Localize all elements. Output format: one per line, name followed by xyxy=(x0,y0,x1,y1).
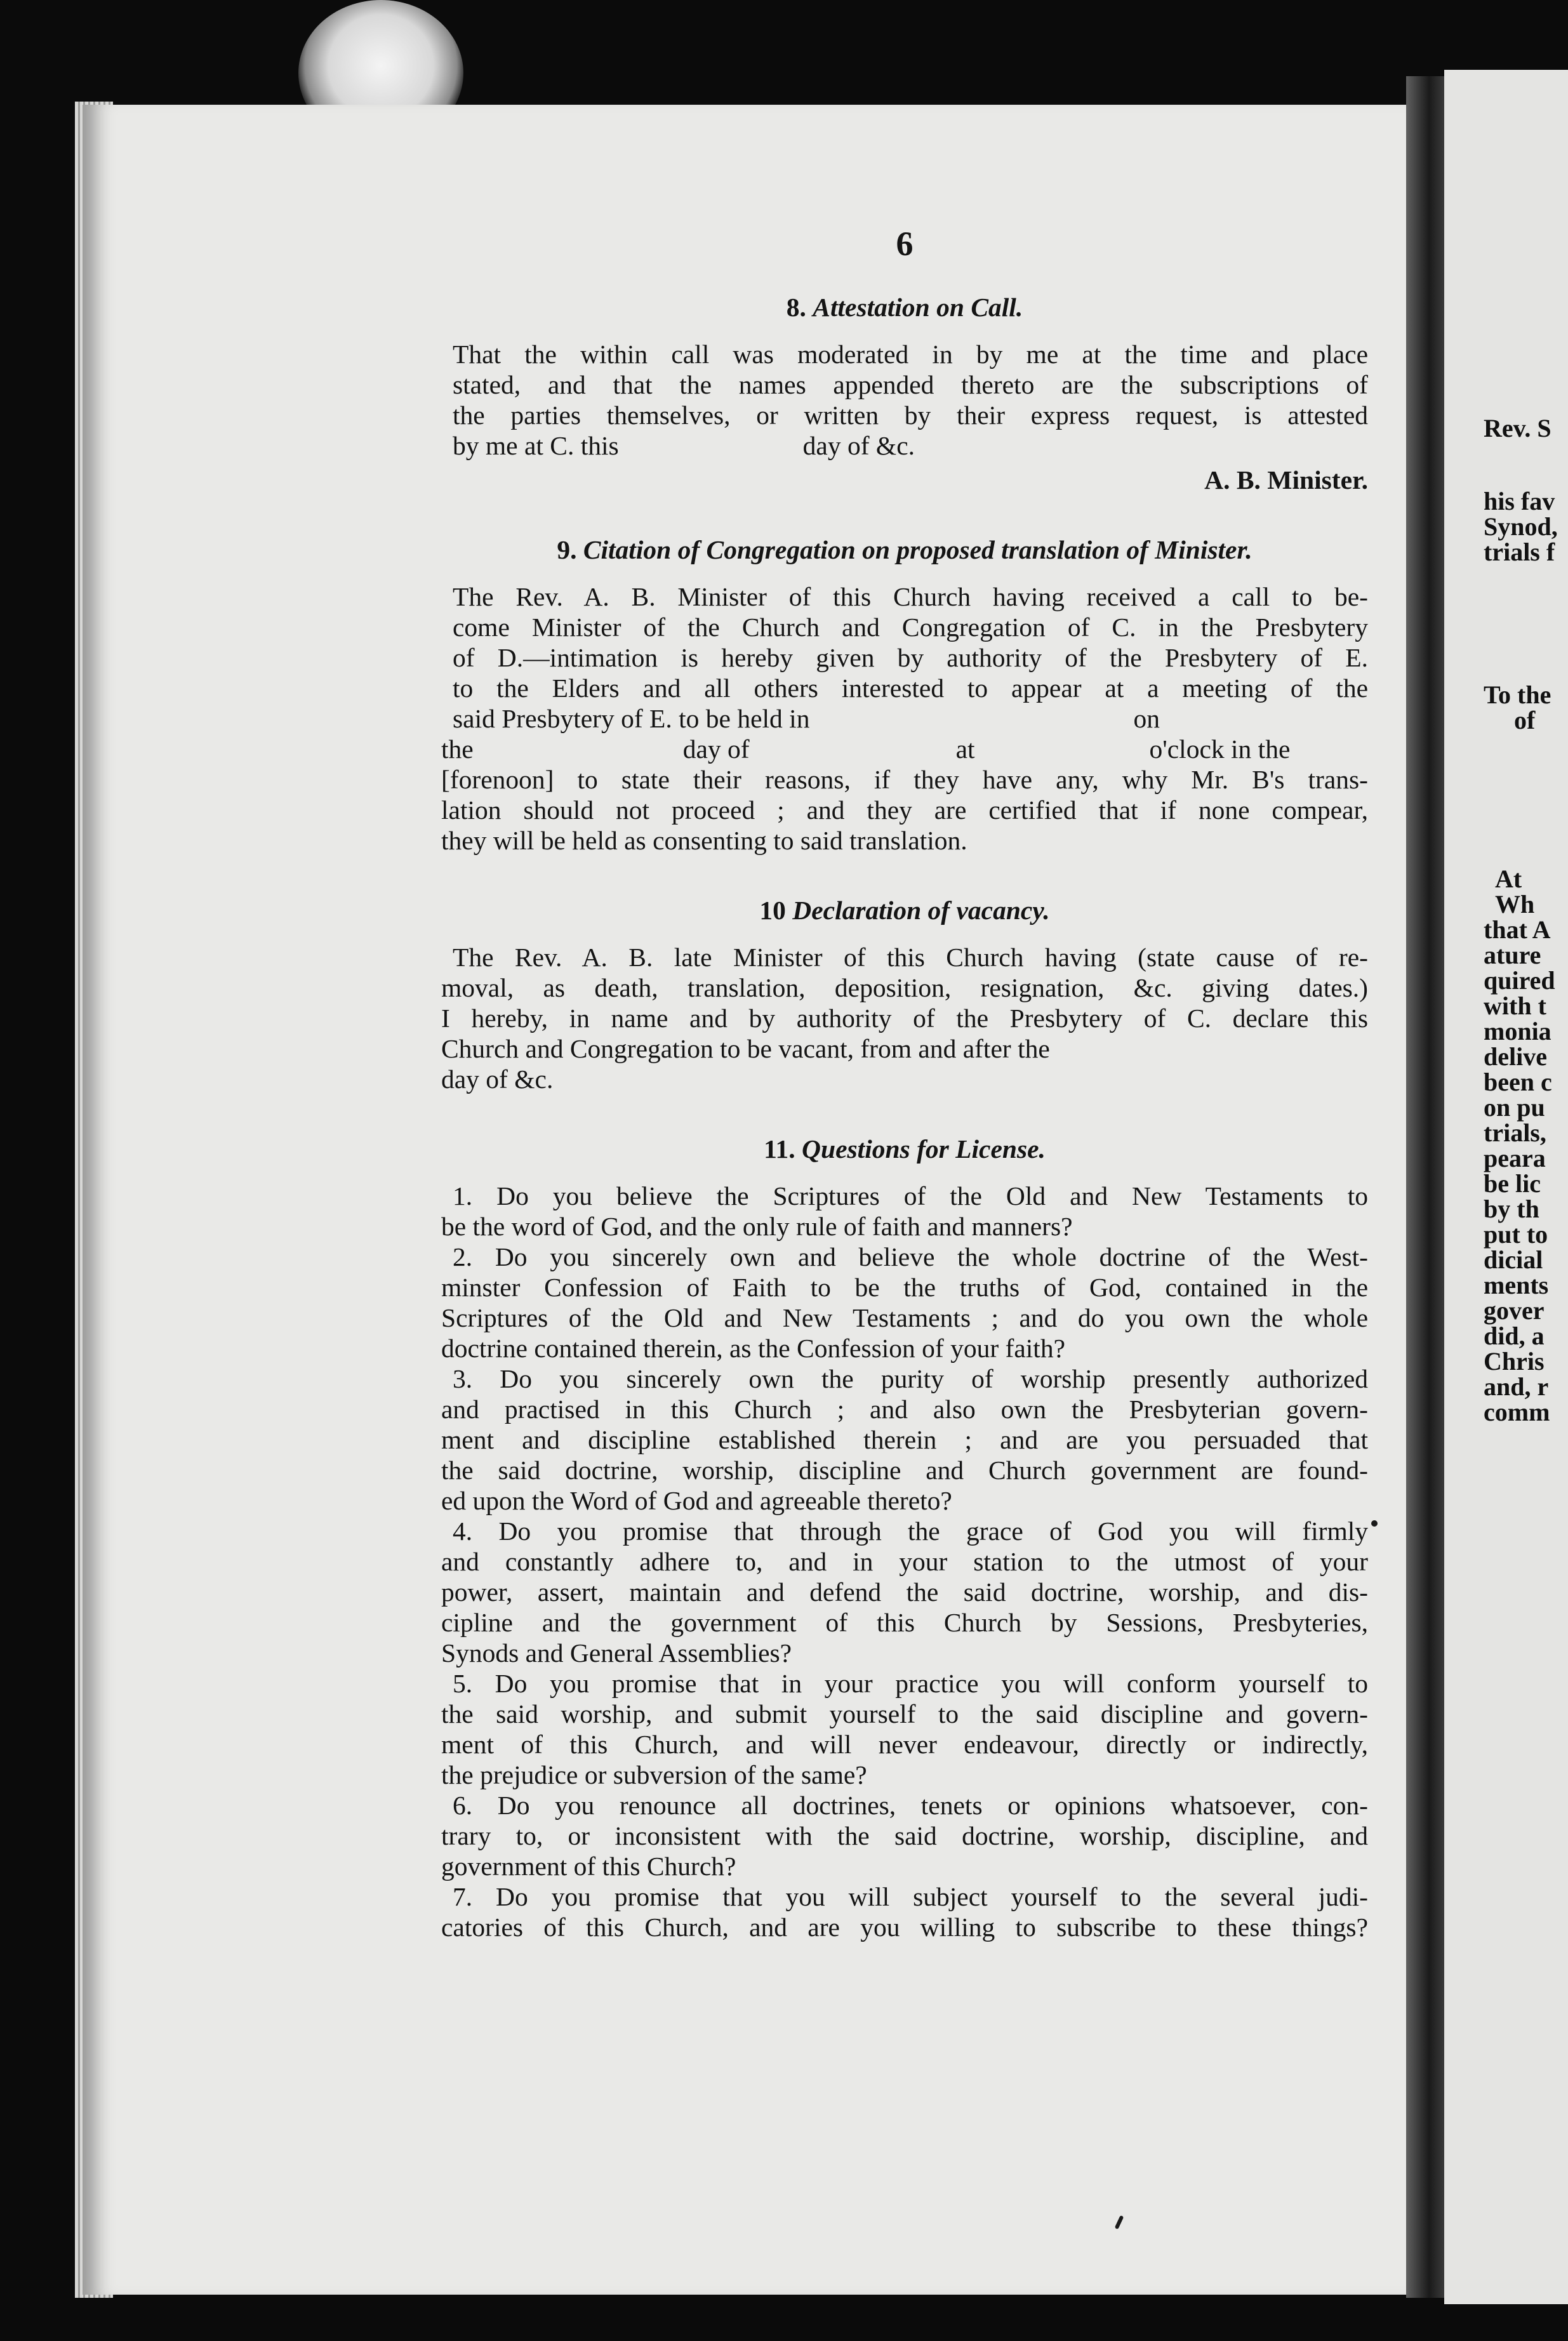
facing-fragment: on pu xyxy=(1484,1093,1545,1122)
section-declaration-of-vacancy xyxy=(441,895,1368,1094)
text-line: That the within call was moderated in by me at the time and place xyxy=(453,340,1368,369)
text-line: 5. Do you promise that in your practice you will conform yourself to xyxy=(453,1669,1368,1698)
facing-fragment: did, a xyxy=(1484,1322,1545,1350)
text-line: I hereby, in name and by authority of the Presbytery of C. declare this xyxy=(441,1004,1368,1033)
question-7 xyxy=(441,1881,1368,1942)
page-content xyxy=(441,225,1368,1982)
text-fragment: day of &c. xyxy=(802,431,915,460)
section-body xyxy=(441,942,1368,1094)
text-line: ment of this Church, and will never endeavour, directly or indirectly, xyxy=(441,1730,1368,1759)
text-line: The Rev. A. B. Minister of this Church having received a call to be- xyxy=(453,582,1368,611)
section-heading xyxy=(441,1134,1368,1164)
text-line: to the Elders and all others interested to appear at a meeting of the xyxy=(453,673,1368,703)
text-line: Church and Congregation to be vacant, from and after the xyxy=(441,1034,1050,1063)
text-line: power, assert, maintain and defend the said doctrine, worship, and dis- xyxy=(441,1577,1368,1607)
facing-fragment: and, r xyxy=(1484,1372,1549,1401)
text-line: ment and discipline established therein ; and are you persuaded that xyxy=(441,1425,1368,1454)
section-title: Citation of Congregation on proposed translation of Minister. xyxy=(583,535,1252,564)
section-number: 11. xyxy=(764,1134,795,1164)
section-body xyxy=(441,581,1368,856)
text-fragment: said Presbytery of E. to be held in xyxy=(453,704,810,733)
section-body xyxy=(441,339,1368,461)
text-line: they will be held as consenting to said translation. xyxy=(441,826,967,855)
facing-fragment: Wh xyxy=(1495,890,1535,918)
facing-fragment: Rev. S xyxy=(1484,414,1551,442)
section-number: 8. xyxy=(786,293,806,322)
section-title: Declaration of vacancy. xyxy=(792,896,1050,925)
signature: A. B. Minister. xyxy=(1204,465,1368,494)
text-line: be the word of God, and the only rule of faith and manners? xyxy=(441,1212,1073,1241)
text-line: government of this Church? xyxy=(441,1852,736,1881)
facing-fragment: by th xyxy=(1484,1195,1539,1223)
ink-speck xyxy=(1371,1520,1378,1527)
text-line: 6. Do you renounce all doctrines, tenets or opinions whatsoever, con- xyxy=(453,1791,1368,1820)
text-line: the said worship, and submit yourself to the said discipline and govern- xyxy=(441,1699,1368,1728)
text-line-with-blanks xyxy=(441,734,1368,764)
text-line: the parties themselves, or written by their express request, is attested xyxy=(453,401,1368,430)
page-number: 6 xyxy=(896,225,914,263)
text-line: cipline and the government of this Church by Sessions, Presbyteries, xyxy=(441,1608,1368,1637)
facing-fragment: monia xyxy=(1484,1017,1551,1045)
facing-fragment: his fav xyxy=(1484,487,1555,515)
text-line: 7. Do you promise that you will subject yourself to the several judi- xyxy=(453,1882,1368,1911)
facing-fragment: Synod, xyxy=(1484,512,1558,541)
text-line: catories of this Church, and are you willing to subscribe to these things? xyxy=(441,1913,1368,1942)
text-line: 2. Do you sincerely own and believe the whole doctrine of the West- xyxy=(453,1242,1368,1271)
text-fragment: by me at C. this xyxy=(453,431,619,460)
facing-fragment: trials, xyxy=(1484,1118,1546,1147)
facing-fragment: be lic xyxy=(1484,1169,1541,1198)
facing-fragment: delive xyxy=(1484,1042,1547,1071)
text-line: 4. Do you promise that through the grace of God you will firmly xyxy=(453,1516,1368,1546)
text-line: the prejudice or subversion of the same? xyxy=(441,1760,867,1789)
question-2 xyxy=(441,1242,1368,1363)
facing-fragment: ature xyxy=(1484,941,1541,969)
text-line: day of &c. xyxy=(441,1064,554,1094)
text-line: 3. Do you sincerely own the purity of worship presently authorized xyxy=(453,1364,1368,1393)
text-line: the said doctrine, worship, discipline and Church government are found- xyxy=(441,1456,1368,1485)
section-citation-of-congregation xyxy=(441,534,1368,856)
text-line: and constantly adhere to, and in your station to the utmost of your xyxy=(441,1547,1368,1576)
text-line: moval, as death, translation, deposition, resignation, &c. giving dates.) xyxy=(441,973,1368,1002)
section-heading xyxy=(441,895,1368,925)
text-fragment: day of xyxy=(682,734,750,764)
section-questions-for-license xyxy=(441,1134,1368,1942)
section-number: 9. xyxy=(557,535,577,564)
text-line: Synods and General Assemblies? xyxy=(441,1638,792,1668)
text-line: 1. Do you believe the Scriptures of the Old and New Testaments to xyxy=(453,1181,1368,1210)
facing-fragment: gover xyxy=(1484,1296,1545,1325)
question-5 xyxy=(441,1668,1368,1790)
question-6 xyxy=(441,1790,1368,1881)
facing-fragment: of xyxy=(1514,706,1536,734)
facing-fragment: dicial xyxy=(1484,1245,1543,1274)
book-gutter xyxy=(1406,76,1444,2298)
question-4 xyxy=(441,1516,1368,1668)
text-line: minster Confession of Faith to be the truths of God, contained in the xyxy=(441,1273,1368,1302)
text-line-with-blank xyxy=(441,703,1368,734)
text-line: The Rev. A. B. late Minister of this Church having (state cause of re- xyxy=(453,943,1368,972)
facing-fragment: quired xyxy=(1484,966,1555,995)
text-line: trary to, or inconsistent with the said doctrine, worship, discipline, and xyxy=(441,1821,1368,1850)
section-attestation-on-call xyxy=(441,292,1368,495)
text-line: and practised in this Church ; and also own the Presbyterian govern- xyxy=(441,1395,1368,1424)
section-heading xyxy=(441,534,1368,565)
text-line: come Minister of the Church and Congregation of C. in the Presbytery xyxy=(453,613,1368,642)
facing-fragment: Chris xyxy=(1484,1347,1545,1376)
text-fragment: o'clock in the xyxy=(1149,734,1291,764)
facing-fragment: At xyxy=(1495,865,1522,893)
section-heading xyxy=(441,292,1368,322)
facing-fragment: put to xyxy=(1484,1220,1548,1249)
facing-fragment: comm xyxy=(1484,1398,1550,1426)
text-line: Scriptures of the Old and New Testaments ; and do you own the whole xyxy=(441,1303,1368,1332)
section-title: Attestation on Call. xyxy=(813,293,1023,322)
facing-fragment: with t xyxy=(1484,991,1546,1020)
facing-fragment: ments xyxy=(1484,1271,1549,1299)
text-line: stated, and that the names appended thereto are the subscriptions of xyxy=(453,370,1368,399)
text-fragment: at xyxy=(955,734,975,764)
text-line-with-blank xyxy=(441,430,1368,461)
section-title: Questions for License. xyxy=(802,1134,1046,1164)
facing-fragment: To the xyxy=(1484,680,1551,709)
question-3 xyxy=(441,1363,1368,1516)
text-fragment: the xyxy=(441,734,474,764)
facing-fragment: that A xyxy=(1484,915,1551,944)
facing-fragment: been c xyxy=(1484,1068,1552,1096)
text-line: of D.—intimation is hereby given by authority of the Presbytery of E. xyxy=(453,643,1368,672)
text-line: ed upon the Word of God and agreeable thereto? xyxy=(441,1486,952,1515)
facing-page xyxy=(1444,70,1568,2304)
text-line: [forenoon] to state their reasons, if they have any, why Mr. B's trans- xyxy=(441,765,1368,794)
text-line: lation should not proceed ; and they are certified that if none compear, xyxy=(441,795,1368,825)
text-fragment: on xyxy=(1133,704,1160,733)
facing-fragment: trials f xyxy=(1484,538,1555,566)
facing-fragment: peara xyxy=(1484,1144,1546,1172)
section-number: 10 xyxy=(759,896,786,925)
text-line: doctrine contained therein, as the Confession of your faith? xyxy=(441,1334,1066,1363)
question-1 xyxy=(441,1181,1368,1242)
